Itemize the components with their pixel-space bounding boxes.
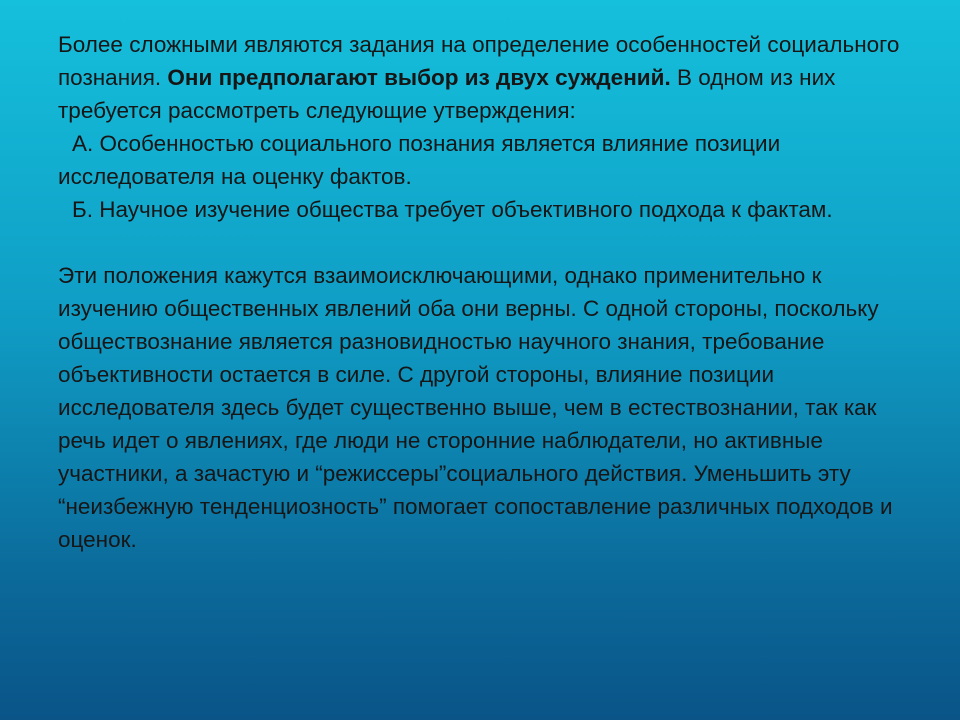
intro-bold-text: Они предполагают выбор из двух суждений. bbox=[167, 65, 671, 90]
intro-paragraph bbox=[58, 28, 908, 127]
paragraph-gap bbox=[58, 226, 908, 259]
statement-b: Б. Научное изучение общества требует объективного подхода к фактам. bbox=[72, 197, 833, 222]
statement-a: А. Особенностью социального познания является влияние позиции исследователя на оценку фактов. bbox=[58, 131, 781, 189]
slide-body bbox=[58, 28, 908, 556]
intro-text-2: В одном из них требуется рассмотреть следующие утверждения: bbox=[58, 65, 836, 123]
intro-text-1: Более сложными являются задания на определение особенностей социального познания. bbox=[58, 32, 900, 90]
conclusion-paragraph: Эти положения кажутся взаимоисключающими, однако применительно к изучению общественных явлений оба они верны. С одной стороны, поскольку обществознание является разновидностью научного знания, требование объективности остается в силе. С другой стороны, влияние позиции исследователя здесь будет существенно выше, чем в естествознании, так как речь идет о явлениях, где люди не сторонние наблюдатели, но активные участники, а зачастую и “режиссеры”социального действия. Уменьшить эту “неизбежную тенденциозность” помогает сопоставление различных подходов и оценок. bbox=[58, 263, 893, 552]
